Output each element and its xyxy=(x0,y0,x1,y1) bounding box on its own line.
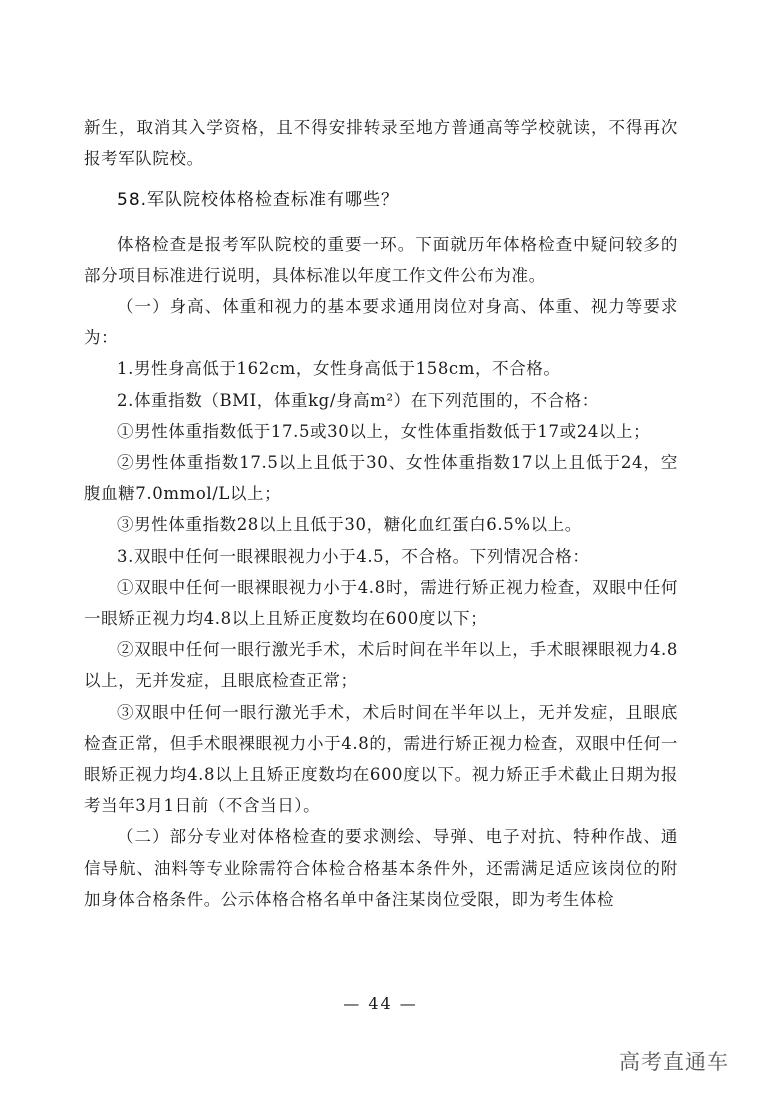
paragraph-bmi-item-1: ①男性体重指数低于17.5或30以上，女性体重指数低于17或24以上； xyxy=(117,421,651,441)
paragraph-bmi-item-3: ③男性体重指数28以上且低于30，糖化血红蛋白6.5%以上。 xyxy=(117,515,582,535)
paragraph-bmi-item-2: ②男性体重指数17.5以上且低于30、女性体重指数17以上且低于24，空腹血糖7.0mmol/L以上； xyxy=(84,453,678,504)
paragraph-vision-rule: 3.双眼中任何一眼裸眼视力小于4.5，不合格。下列情况合格： xyxy=(117,546,590,566)
paragraph-section-one-title: （一）身高、体重和视力的基本要求通用岗位对身高、体重、视力等要求为： xyxy=(84,297,678,348)
section-heading: 58.军队院校体格检查标准有哪些？ xyxy=(117,190,400,211)
intro-paragraph: 新生，取消其入学资格，且不得安排转录至地方普通高等学校就读，不得再次报考军队院校。 xyxy=(84,118,678,169)
paragraph-intro: 体格检查是报考军队院校的重要一环。下面就历年体格检查中疑问较多的部分项目标准进行说明，具体标准以年度工作文件公布为准。 xyxy=(84,234,678,285)
paragraph-section-two: （二）部分专业对体格检查的要求测绘、导弹、电子对抗、特种作战、通信导航、油料等专业除需符合体检合格基本条件外，还需满足适应该岗位的附加身体合格条件。公示体格合格名单中备注某岗位受限，即为考生体检 xyxy=(84,827,678,909)
paragraph-height-rule: 1.男性身高低于162cm，女性身高低于158cm，不合格。 xyxy=(117,359,561,379)
watermark-text: 高考直通车 xyxy=(619,1050,729,1074)
paragraph-vision-item-2: ②双眼中任何一眼行激光手术，术后时间在半年以上，手术眼裸眼视力4.8以上，无并发症，且眼底检查正常； xyxy=(84,640,678,691)
page-number: — 44 — xyxy=(343,994,418,1013)
paragraph-vision-item-3: ③双眼中任何一眼行激光手术，术后时间在半年以上，无并发症，且眼底检查正常，但手术眼裸眼视力小于4.8的，需进行矫正视力检查，双眼中任何一眼矫正视力均4.8以上且矫正度数均在600度以下。视力矫正手术截止日期为报考当年3月1日前（不含当日）。 xyxy=(84,702,678,816)
paragraph-vision-item-1: ①双眼中任何一眼裸眼视力小于4.8时，需进行矫正视力检查，双眼中任何一眼矫正视力均4.8以上且矫正度数均在600度以下； xyxy=(84,577,678,629)
paragraph-bmi-rule: 2.体重指数（BMI，体重kg/身高m²）在下列范围的，不合格： xyxy=(117,390,599,410)
document-body xyxy=(84,112,678,915)
